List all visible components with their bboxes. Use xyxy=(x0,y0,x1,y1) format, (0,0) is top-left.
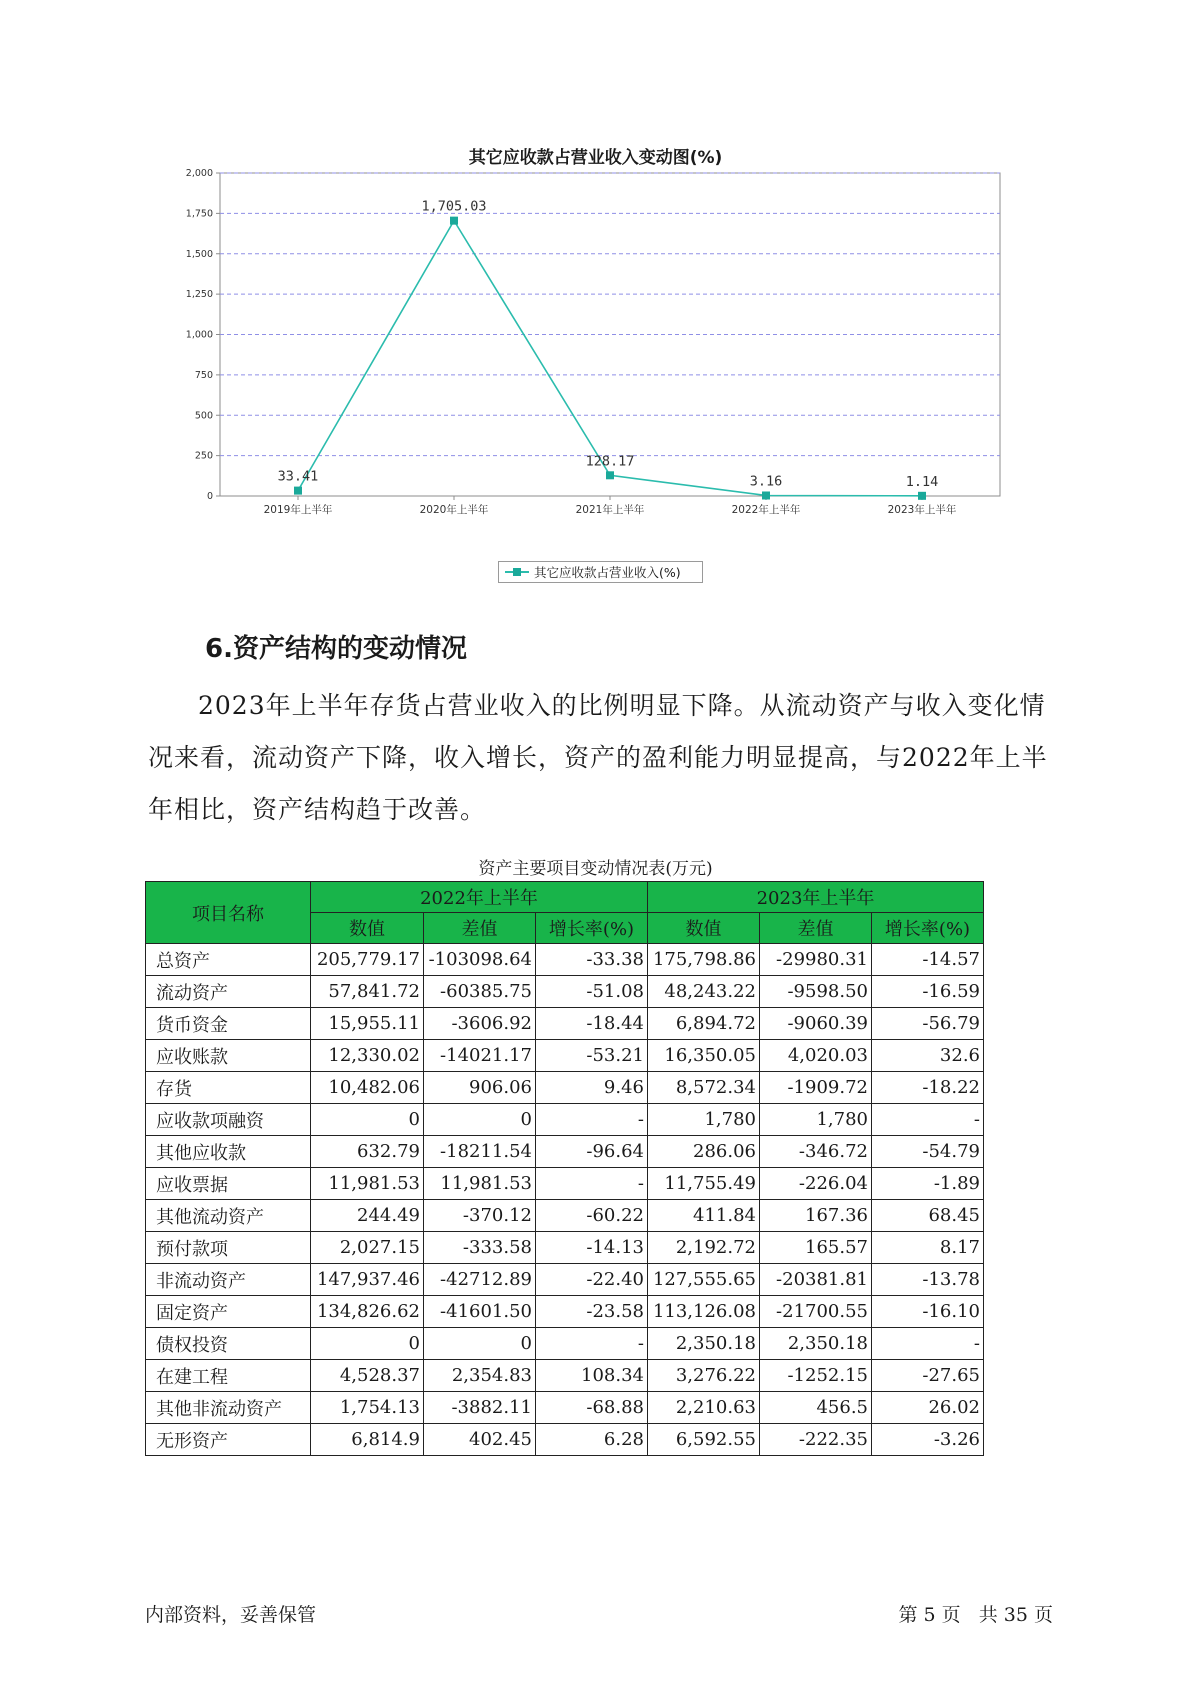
table-row xyxy=(146,1232,984,1264)
table-cell: 0 xyxy=(311,1328,424,1360)
table-cell: 6.28 xyxy=(536,1424,648,1456)
body-paragraph: 2023年上半年存货占营业收入的比例明显下降。从流动资产与收入变化情况来看，流动资产下降，收入增长，资产的盈利能力明显提高，与2022年上半年相比，资产结构趋于改善。 xyxy=(148,691,1048,824)
table-cell: 48,243.22 xyxy=(648,976,760,1008)
header-period-2023: 2023年上半年 xyxy=(648,882,984,913)
table-cell: 32.6 xyxy=(872,1040,984,1072)
table-row xyxy=(146,1360,984,1392)
table-cell: -54.79 xyxy=(872,1136,984,1168)
row-item-name: 债权投资 xyxy=(146,1328,311,1360)
table-cell: 2,354.83 xyxy=(424,1360,536,1392)
data-point-marker xyxy=(606,471,614,479)
row-item-name: 应收票据 xyxy=(146,1168,311,1200)
table-cell: 411.84 xyxy=(648,1200,760,1232)
row-item-name: 应收账款 xyxy=(146,1040,311,1072)
table-cell: -60.22 xyxy=(536,1200,648,1232)
table-row xyxy=(146,1200,984,1232)
table-row xyxy=(146,1424,984,1456)
y-tick-label: 500 xyxy=(194,410,213,422)
table-caption: 资产主要项目变动情况表(万元) xyxy=(478,859,713,879)
table-cell: -16.10 xyxy=(872,1296,984,1328)
table-row xyxy=(146,1040,984,1072)
header-period-2022: 2022年上半年 xyxy=(311,882,648,913)
table-cell: 15,955.11 xyxy=(311,1008,424,1040)
subheader-growth: 增长率(%) xyxy=(536,913,648,944)
table-cell: -226.04 xyxy=(760,1168,872,1200)
table-cell: -41601.50 xyxy=(424,1296,536,1328)
legend-series-label: 其它应收款占营业收入(%) xyxy=(534,565,681,580)
table-cell: 4,528.37 xyxy=(311,1360,424,1392)
subheader-diff: 差值 xyxy=(760,913,872,944)
table-cell: - xyxy=(536,1168,648,1200)
table-cell: - xyxy=(872,1328,984,1360)
line-chart xyxy=(150,165,1030,560)
data-point-marker xyxy=(450,217,458,225)
table-cell: 175,798.86 xyxy=(648,944,760,976)
row-item-name: 总资产 xyxy=(146,944,311,976)
data-label: 33.41 xyxy=(277,468,319,485)
table-cell: -14021.17 xyxy=(424,1040,536,1072)
table-cell: 0 xyxy=(424,1328,536,1360)
table-cell: 402.45 xyxy=(424,1424,536,1456)
table-cell: -22.40 xyxy=(536,1264,648,1296)
table-cell: 12,330.02 xyxy=(311,1040,424,1072)
subheader-value: 数值 xyxy=(311,913,424,944)
table-cell: 4,020.03 xyxy=(760,1040,872,1072)
table-cell: -23.58 xyxy=(536,1296,648,1328)
table-cell: -42712.89 xyxy=(424,1264,536,1296)
data-label: 128.17 xyxy=(585,453,635,470)
footer-confidential-note: 内部资料，妥善保管 xyxy=(145,1604,317,1626)
table-row xyxy=(146,944,984,976)
row-item-name: 存货 xyxy=(146,1072,311,1104)
table-cell: 127,555.65 xyxy=(648,1264,760,1296)
table-cell: 0 xyxy=(311,1104,424,1136)
row-item-name: 其他非流动资产 xyxy=(146,1392,311,1424)
y-tick-label: 1,750 xyxy=(185,208,213,220)
row-item-name: 预付款项 xyxy=(146,1232,311,1264)
table-cell: 68.45 xyxy=(872,1200,984,1232)
table-cell: 1,780 xyxy=(760,1104,872,1136)
table-cell: 2,192.72 xyxy=(648,1232,760,1264)
table-cell: 6,814.9 xyxy=(311,1424,424,1456)
table-cell: -33.38 xyxy=(536,944,648,976)
table-cell: 2,350.18 xyxy=(760,1328,872,1360)
table-row xyxy=(146,1008,984,1040)
table-row xyxy=(146,1264,984,1296)
table-cell: -1252.15 xyxy=(760,1360,872,1392)
table-cell: -53.21 xyxy=(536,1040,648,1072)
y-tick-label: 750 xyxy=(194,369,213,381)
y-tick-label: 1,500 xyxy=(185,248,213,260)
data-point-marker xyxy=(918,492,926,500)
table-cell: -3606.92 xyxy=(424,1008,536,1040)
plot-area xyxy=(220,173,1000,496)
table-cell: 1,780 xyxy=(648,1104,760,1136)
subheader-value: 数值 xyxy=(648,913,760,944)
chart-legend xyxy=(498,561,703,583)
table-cell: 6,894.72 xyxy=(648,1008,760,1040)
table-cell: 1,754.13 xyxy=(311,1392,424,1424)
row-item-name: 应收款项融资 xyxy=(146,1104,311,1136)
table-cell: 8.17 xyxy=(872,1232,984,1264)
table-cell: 11,981.53 xyxy=(311,1168,424,1200)
table-cell: 286.06 xyxy=(648,1136,760,1168)
row-item-name: 非流动资产 xyxy=(146,1264,311,1296)
table-cell: 8,572.34 xyxy=(648,1072,760,1104)
table-row xyxy=(146,1328,984,1360)
table-cell: -60385.75 xyxy=(424,976,536,1008)
table-cell: -96.64 xyxy=(536,1136,648,1168)
x-tick-label: 2023年上半年 xyxy=(887,504,957,516)
table-cell: 57,841.72 xyxy=(311,976,424,1008)
chart-title: 其它应收款占营业收入变动图(%) xyxy=(468,148,723,168)
table-cell: - xyxy=(536,1328,648,1360)
table-cell: 6,592.55 xyxy=(648,1424,760,1456)
table-cell: 11,981.53 xyxy=(424,1168,536,1200)
y-tick-label: 0 xyxy=(206,491,213,502)
table-row xyxy=(146,976,984,1008)
y-tick-label: 1,250 xyxy=(185,289,213,301)
table-cell: -13.78 xyxy=(872,1264,984,1296)
table-cell: -14.13 xyxy=(536,1232,648,1264)
row-item-name: 其他应收款 xyxy=(146,1136,311,1168)
table-cell: -18.44 xyxy=(536,1008,648,1040)
table-cell: 134,826.62 xyxy=(311,1296,424,1328)
table-cell: -51.08 xyxy=(536,976,648,1008)
data-label: 1.14 xyxy=(905,473,939,490)
table-row xyxy=(146,1072,984,1104)
data-label: 3.16 xyxy=(749,473,783,490)
table-cell: 26.02 xyxy=(872,1392,984,1424)
table-cell: 906.06 xyxy=(424,1072,536,1104)
table-cell: 3,276.22 xyxy=(648,1360,760,1392)
table-cell: 0 xyxy=(424,1104,536,1136)
table-cell: -18211.54 xyxy=(424,1136,536,1168)
table-cell: -21700.55 xyxy=(760,1296,872,1328)
header-item-name: 项目名称 xyxy=(146,882,311,944)
table-cell: -29980.31 xyxy=(760,944,872,976)
table-cell: 2,027.15 xyxy=(311,1232,424,1264)
legend-series-swatch xyxy=(505,566,529,578)
data-label: 1,705.03 xyxy=(421,198,487,215)
row-item-name: 无形资产 xyxy=(146,1424,311,1456)
table-cell: -346.72 xyxy=(760,1136,872,1168)
table-cell: -14.57 xyxy=(872,944,984,976)
table-cell: -1909.72 xyxy=(760,1072,872,1104)
table-cell: 632.79 xyxy=(311,1136,424,1168)
table-cell: - xyxy=(536,1104,648,1136)
table-cell: 11,755.49 xyxy=(648,1168,760,1200)
data-point-marker xyxy=(762,491,770,499)
table-cell: -68.88 xyxy=(536,1392,648,1424)
table-cell: -333.58 xyxy=(424,1232,536,1264)
table-cell: -3.26 xyxy=(872,1424,984,1456)
table-cell: 167.36 xyxy=(760,1200,872,1232)
y-tick-label: 250 xyxy=(194,450,213,462)
table-cell: 456.5 xyxy=(760,1392,872,1424)
table-cell: -1.89 xyxy=(872,1168,984,1200)
table-cell: 16,350.05 xyxy=(648,1040,760,1072)
table-cell: 10,482.06 xyxy=(311,1072,424,1104)
table-cell: -3882.11 xyxy=(424,1392,536,1424)
table-cell: - xyxy=(872,1104,984,1136)
x-tick-label: 2022年上半年 xyxy=(731,504,801,516)
table-cell: -56.79 xyxy=(872,1008,984,1040)
row-item-name: 在建工程 xyxy=(146,1360,311,1392)
table-cell: -103098.64 xyxy=(424,944,536,976)
asset-change-table xyxy=(145,881,984,1456)
row-item-name: 固定资产 xyxy=(146,1296,311,1328)
table-cell: 2,350.18 xyxy=(648,1328,760,1360)
row-item-name: 其他流动资产 xyxy=(146,1200,311,1232)
data-point-marker xyxy=(294,487,302,495)
table-cell: 165.57 xyxy=(760,1232,872,1264)
table-cell: -9598.50 xyxy=(760,976,872,1008)
section-heading: 6.资产结构的变动情况 xyxy=(205,634,467,664)
table-cell: 108.34 xyxy=(536,1360,648,1392)
table-row xyxy=(146,1392,984,1424)
y-tick-label: 2,000 xyxy=(185,168,213,179)
subheader-growth: 增长率(%) xyxy=(872,913,984,944)
row-item-name: 流动资产 xyxy=(146,976,311,1008)
row-item-name: 货币资金 xyxy=(146,1008,311,1040)
table-cell: 113,126.08 xyxy=(648,1296,760,1328)
table-cell: -27.65 xyxy=(872,1360,984,1392)
table-cell: -20381.81 xyxy=(760,1264,872,1296)
table-cell: -370.12 xyxy=(424,1200,536,1232)
x-tick-label: 2020年上半年 xyxy=(419,504,489,516)
table-cell: 9.46 xyxy=(536,1072,648,1104)
footer-page-number: 第 5 页 共 35 页 xyxy=(898,1604,1053,1626)
table-row xyxy=(146,1136,984,1168)
y-tick-label: 1,000 xyxy=(185,329,213,341)
table-cell: 147,937.46 xyxy=(311,1264,424,1296)
x-tick-label: 2021年上半年 xyxy=(575,504,645,516)
table-cell: 244.49 xyxy=(311,1200,424,1232)
table-cell: -9060.39 xyxy=(760,1008,872,1040)
table-cell: 205,779.17 xyxy=(311,944,424,976)
table-row xyxy=(146,1296,984,1328)
subheader-diff: 差值 xyxy=(424,913,536,944)
table-row xyxy=(146,1168,984,1200)
x-tick-label: 2019年上半年 xyxy=(263,504,333,516)
table-cell: 2,210.63 xyxy=(648,1392,760,1424)
table-row xyxy=(146,1104,984,1136)
table-cell: -222.35 xyxy=(760,1424,872,1456)
table-cell: -18.22 xyxy=(872,1072,984,1104)
table-cell: -16.59 xyxy=(872,976,984,1008)
